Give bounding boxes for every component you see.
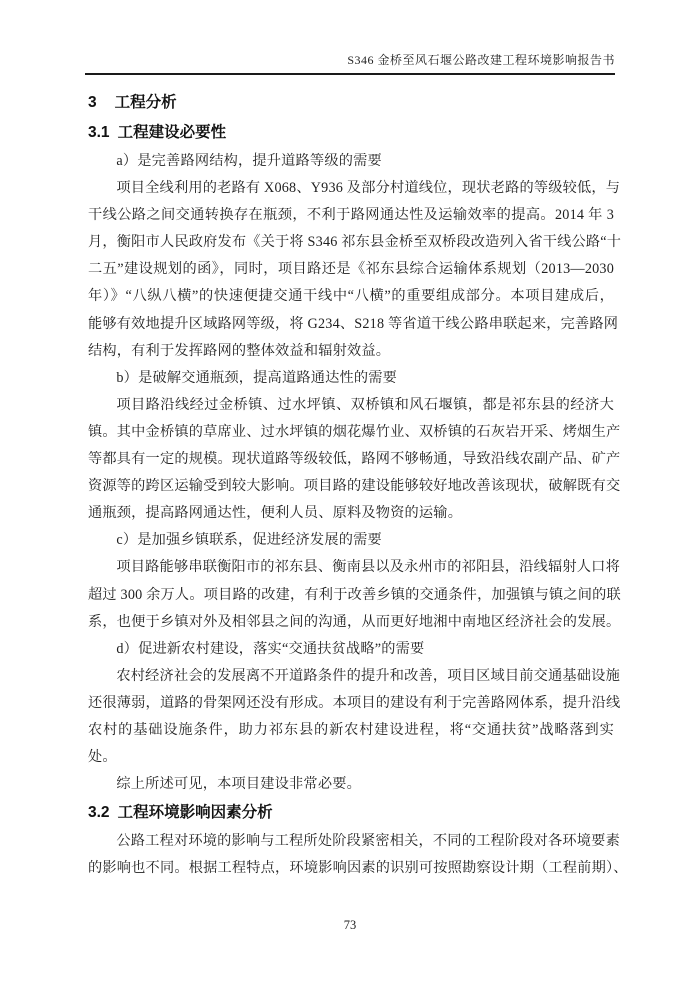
paragraph-line: 系，也便于乡镇对外及相邻县之间的沟通，从而更好地湘中南地区经济社会的发展。 (88, 613, 621, 630)
running-header-title: S346 金桥至风石堰公路改建工程环境影响报告书 (347, 53, 615, 67)
paragraph-line: 综上所述可见，本项目建设非常必要。 (116, 776, 361, 793)
page-header (85, 52, 615, 75)
paragraph-line: 超过 300 余万人。项目路的改建，有利于改善乡镇的交通条件，加强镇与镇之间的联 (88, 586, 621, 603)
section-heading (88, 798, 614, 828)
page-number: 73 (343, 918, 357, 932)
paragraph-line: 能够有效地提升区域路网等级，将 G234、S218 等省道干线公路串联起来，完善路网 (88, 315, 619, 332)
paragraph-line: 干线公路之间交通转换存在瓶颈，不利于路网通达性及运输效率的提高。2014 年 3 (88, 207, 614, 224)
section-title: 工程环境影响因素分析 (117, 804, 273, 822)
document-content (88, 88, 628, 882)
list-item-heading: d）促进新农村建设，落实“交通扶贫战略”的需要 (116, 640, 425, 657)
section-number: 3.1 (88, 124, 110, 141)
paragraph-line: 农村的基础设施条件，助力祁东县的新农村建设进程，将“交通扶贫”战略落到实 (88, 721, 614, 738)
section-heading (88, 88, 614, 118)
paragraph-line: 镇。其中金桥镇的草席业、过水坪镇的烟花爆竹业、双桥镇的石灰岩开采、烤烟生产 (88, 423, 621, 440)
paragraph-line: 结构，有利于发挥路网的整体效益和辐射效益。 (88, 342, 391, 359)
paragraph-line: 通瓶颈，提高路网通达性，便利人员、原料及物资的运输。 (88, 505, 463, 522)
list-item-heading: a）是完善路网结构，提升道路等级的需要 (116, 153, 382, 169)
paragraph-line: 公路工程对环境的影响与工程所处阶段紧密相关，不同的工程阶段对各环境要素 (116, 833, 620, 850)
paragraph-line: 月，衡阳市人民政府发布《关于将 S346 祁东县金桥至双桥段改造列入省干线公路“十 (88, 234, 622, 251)
paragraph-line: 资源等的跨区运输受到较大影响。项目路的建设能够较好地改善该现状，破解既有交 (88, 478, 621, 495)
paragraph-line: 的影响也不同。根据工程特点，环境影响因素的识别可按照勘察设计期（工程前期）、 (88, 860, 628, 877)
paragraph-line: 处。 (88, 749, 117, 766)
paragraph-line: 项目全线利用的老路有 X068、Y936 及部分村道线位，现状老路的等级较低，与 (116, 180, 621, 197)
section-number: 3.2 (88, 804, 110, 822)
page-footer (0, 918, 700, 933)
list-item-heading: b）是破解交通瓶颈，提高道路通达性的需要 (116, 369, 398, 386)
section-heading (88, 118, 614, 148)
paragraph-line: 二五”建设规划的函》，同时，项目路还是《祁东县综合运输体系规划（2013—2030 (88, 261, 614, 278)
paragraph-line: 还很薄弱，道路的骨架网还没有形成。本项目的建设有利于完善路网体系，提升沿线 (88, 694, 621, 711)
section-number: 3 (88, 94, 97, 111)
paragraph-line: 项目路沿线经过金桥镇、过水坪镇、双桥镇和风石堰镇，都是祁东县的经济大 (116, 396, 614, 413)
section-title: 工程建设必要性 (117, 124, 227, 141)
section-title: 工程分析 (114, 94, 177, 111)
list-item-heading: c）是加强乡镇联系，促进经济发展的需要 (116, 532, 382, 549)
paragraph-line: 等都具有一定的规模。现状道路等级较低，路网不够畅通，导致沿线农副产品、矿产 (88, 451, 621, 468)
paragraph-line: 农村经济社会的发展离不开道路条件的提升和改善，项目区域目前交通基础设施 (116, 667, 620, 684)
paragraph-line: 项目路能够串联衡阳市的祁东县、衡南县以及永州市的祁阳县，沿线辐射人口将 (116, 559, 620, 576)
paragraph-line: 年）》“八纵八横”的快速便捷交通干线中“八横”的重要组成部分。本项目建成后， (88, 288, 614, 305)
